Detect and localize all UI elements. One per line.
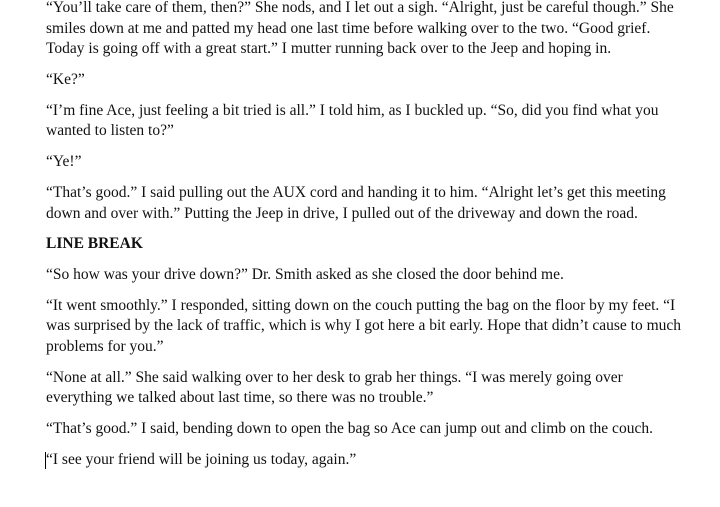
paragraph-4: “Ye!” <box>46 153 82 171</box>
paragraph-11: “I see your friend will be joining us today, again.” <box>46 450 357 468</box>
paragraph-5: “That’s good.” I said pulling out the AUX cord and handing it to him. “Alright let’s get this meeting down and over with.” Putting the Jeep in drive, I pulled out of the driveway and down the road. <box>46 183 666 222</box>
section-break-heading: LINE BREAK <box>46 235 143 253</box>
text-cursor <box>45 452 46 469</box>
document-page[interactable] <box>46 0 686 481</box>
paragraph-8: “It went smoothly.” I responded, sitting down on the couch putting the bag on the floor by my feet. “I was surprised by the lack of traffic, which is why I got here a bit early. Hope that didn’t cause to much problems for you.” <box>46 296 682 356</box>
paragraph-1: “You’ll take care of them, then?” She nods, and I let out a sigh. “Alright, just be careful though.” She smiles down at me and patted my head one last time before walking over to the two. “Good grief. Today is going off with a great start.” I mutter running back over to the Jeep and hoping in. <box>46 0 674 58</box>
paragraph-9: “None at all.” She said walking over to her desk to grab her things. “I was merely going over everything we talked about last time, so there was no trouble.” <box>46 368 623 407</box>
paragraph-3: “I’m fine Ace, just feeling a bit tried is all.” I told him, as I buckled up. “So, did you find what you wanted to listen to?” <box>46 101 659 140</box>
paragraph-2: “Ke?” <box>46 70 85 88</box>
last-paragraph-wrapper <box>46 450 686 471</box>
paragraph-10: “That’s good.” I said, bending down to open the bag so Ace can jump out and climb on the couch. <box>46 420 653 438</box>
paragraph-7: “So how was your drive down?” Dr. Smith asked as she closed the door behind me. <box>46 266 564 284</box>
